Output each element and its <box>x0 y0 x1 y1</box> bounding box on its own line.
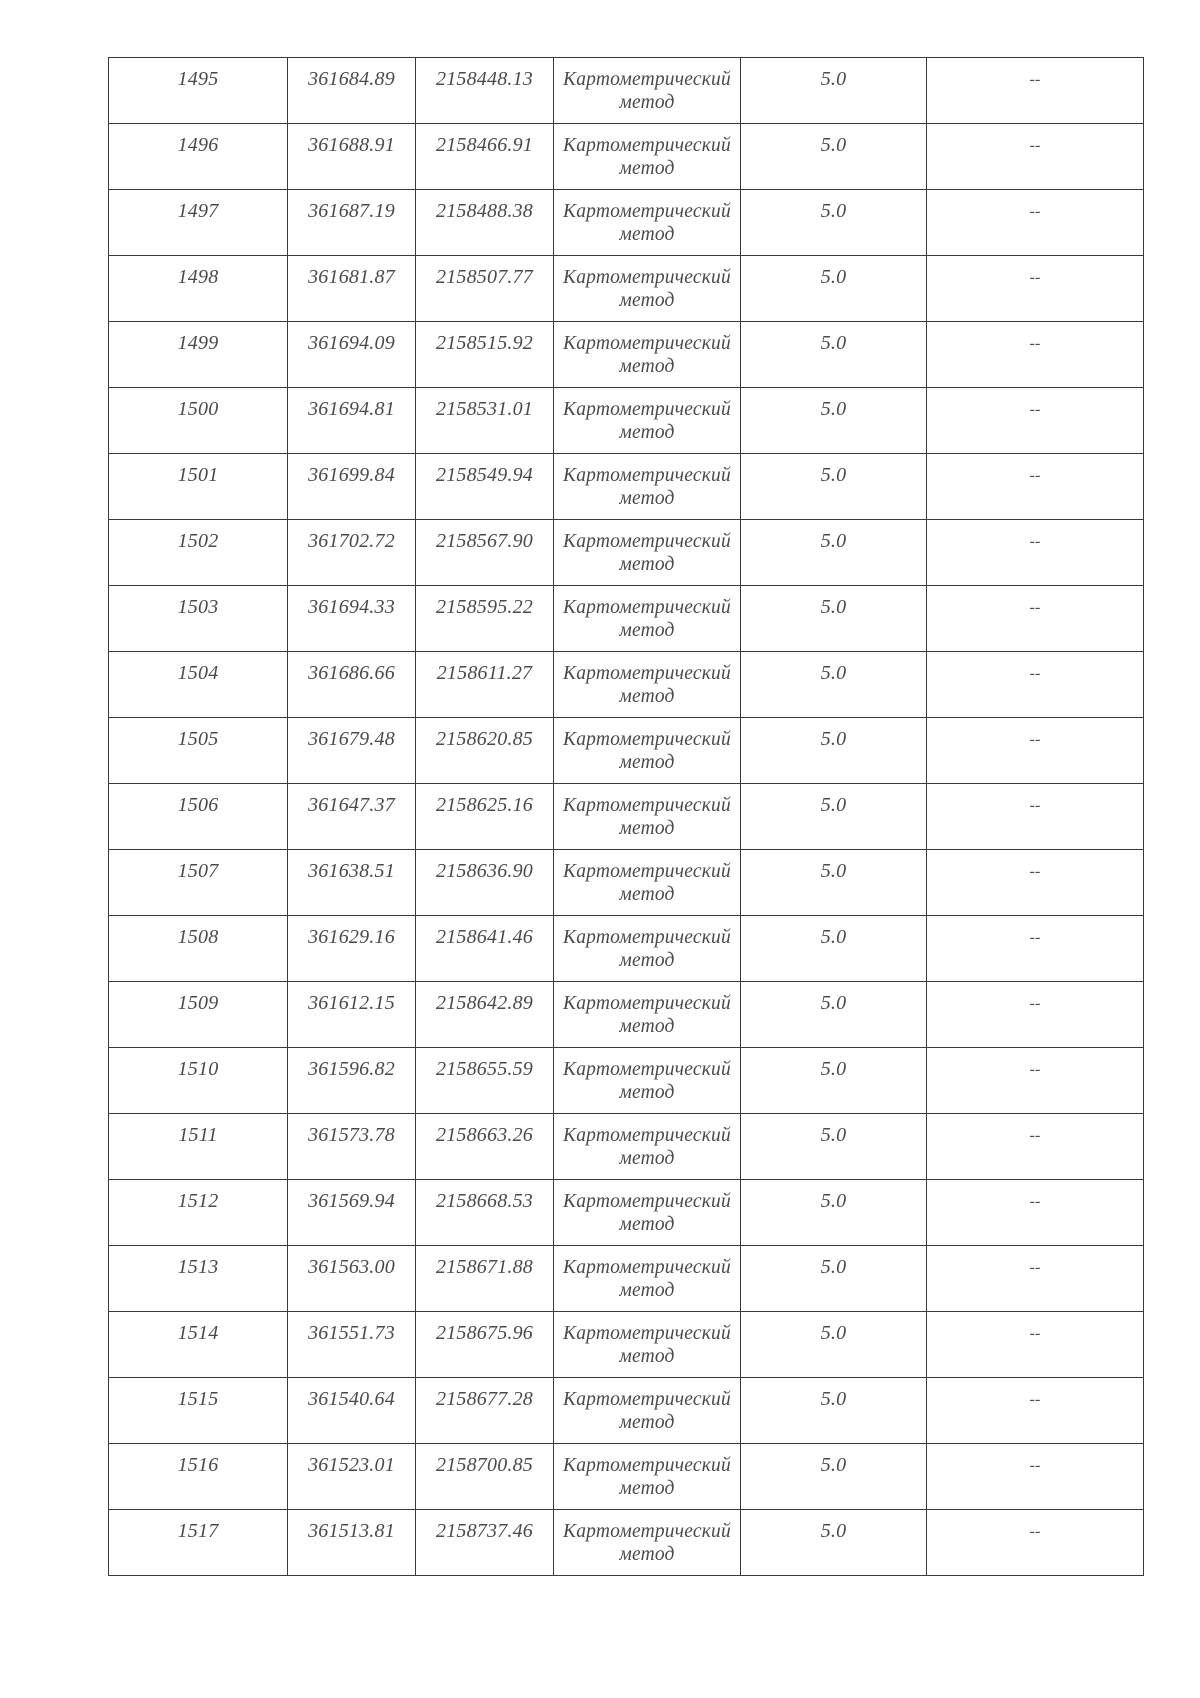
method-line-1: Картометрический <box>563 993 731 1014</box>
x-coordinate-cell: 361523.01 <box>288 1444 416 1510</box>
error-cell: 5.0 <box>741 1048 927 1114</box>
x-coordinate-cell: 361684.89 <box>288 58 416 124</box>
error-cell: 5.0 <box>741 124 927 190</box>
table-row <box>109 1378 1144 1444</box>
x-coordinate-cell: 361699.84 <box>288 454 416 520</box>
table-row <box>109 1444 1144 1510</box>
point-number-cell: 1510 <box>109 1048 288 1114</box>
note-cell: -- <box>927 1180 1144 1246</box>
note-cell: -- <box>927 1312 1144 1378</box>
note-cell: -- <box>927 1246 1144 1312</box>
method-cell <box>554 718 741 784</box>
method-cell <box>554 850 741 916</box>
error-cell: 5.0 <box>741 1510 927 1576</box>
y-coordinate-cell: 2158671.88 <box>416 1246 554 1312</box>
method-line-1: Картометрический <box>563 927 731 948</box>
point-number-cell: 1507 <box>109 850 288 916</box>
error-cell: 5.0 <box>741 520 927 586</box>
method-cell <box>554 586 741 652</box>
method-line-2: метод <box>619 1478 675 1499</box>
note-cell: -- <box>927 916 1144 982</box>
table-row <box>109 388 1144 454</box>
y-coordinate-cell: 2158507.77 <box>416 256 554 322</box>
note-cell: -- <box>927 718 1144 784</box>
x-coordinate-cell: 361551.73 <box>288 1312 416 1378</box>
note-cell: -- <box>927 1048 1144 1114</box>
method-line-2: метод <box>619 818 675 839</box>
point-number-cell: 1513 <box>109 1246 288 1312</box>
point-number-cell: 1502 <box>109 520 288 586</box>
method-line-2: метод <box>619 620 675 641</box>
table-row <box>109 916 1144 982</box>
x-coordinate-cell: 361688.91 <box>288 124 416 190</box>
point-number-cell: 1514 <box>109 1312 288 1378</box>
error-cell: 5.0 <box>741 388 927 454</box>
point-number-cell: 1515 <box>109 1378 288 1444</box>
x-coordinate-cell: 361569.94 <box>288 1180 416 1246</box>
y-coordinate-cell: 2158636.90 <box>416 850 554 916</box>
point-number-cell: 1499 <box>109 322 288 388</box>
x-coordinate-cell: 361694.09 <box>288 322 416 388</box>
method-line-1: Картометрический <box>563 729 731 750</box>
table-row <box>109 718 1144 784</box>
method-cell <box>554 1048 741 1114</box>
method-line-1: Картометрический <box>563 135 731 156</box>
method-line-2: метод <box>619 884 675 905</box>
error-cell: 5.0 <box>741 1180 927 1246</box>
error-cell: 5.0 <box>741 1114 927 1180</box>
point-number-cell: 1511 <box>109 1114 288 1180</box>
y-coordinate-cell: 2158677.28 <box>416 1378 554 1444</box>
note-cell: -- <box>927 1378 1144 1444</box>
method-cell <box>554 190 741 256</box>
method-cell <box>554 58 741 124</box>
point-number-cell: 1500 <box>109 388 288 454</box>
y-coordinate-cell: 2158595.22 <box>416 586 554 652</box>
x-coordinate-cell: 361596.82 <box>288 1048 416 1114</box>
method-line-2: метод <box>619 554 675 575</box>
method-cell <box>554 256 741 322</box>
method-cell <box>554 1510 741 1576</box>
note-cell: -- <box>927 850 1144 916</box>
method-line-1: Картометрический <box>563 1125 731 1146</box>
table-row <box>109 1246 1144 1312</box>
y-coordinate-cell: 2158549.94 <box>416 454 554 520</box>
method-line-2: метод <box>619 1082 675 1103</box>
point-number-cell: 1509 <box>109 982 288 1048</box>
x-coordinate-cell: 361694.81 <box>288 388 416 454</box>
y-coordinate-cell: 2158655.59 <box>416 1048 554 1114</box>
method-line-2: метод <box>619 224 675 245</box>
error-cell: 5.0 <box>741 1444 927 1510</box>
method-line-2: метод <box>619 1544 675 1565</box>
note-cell: -- <box>927 652 1144 718</box>
note-cell: -- <box>927 322 1144 388</box>
point-number-cell: 1498 <box>109 256 288 322</box>
point-number-cell: 1503 <box>109 586 288 652</box>
y-coordinate-cell: 2158488.38 <box>416 190 554 256</box>
table-row <box>109 1048 1144 1114</box>
error-cell: 5.0 <box>741 718 927 784</box>
method-line-1: Картометрический <box>563 1455 731 1476</box>
method-cell <box>554 1312 741 1378</box>
method-cell <box>554 1378 741 1444</box>
method-line-2: метод <box>619 158 675 179</box>
table-row <box>109 520 1144 586</box>
x-coordinate-cell: 361647.37 <box>288 784 416 850</box>
point-number-cell: 1501 <box>109 454 288 520</box>
x-coordinate-cell: 361629.16 <box>288 916 416 982</box>
method-cell <box>554 520 741 586</box>
method-line-2: метод <box>619 1016 675 1037</box>
point-number-cell: 1516 <box>109 1444 288 1510</box>
y-coordinate-cell: 2158515.92 <box>416 322 554 388</box>
table-row <box>109 190 1144 256</box>
point-number-cell: 1504 <box>109 652 288 718</box>
x-coordinate-cell: 361638.51 <box>288 850 416 916</box>
error-cell: 5.0 <box>741 58 927 124</box>
note-cell: -- <box>927 520 1144 586</box>
method-line-1: Картометрический <box>563 1059 731 1080</box>
table-row <box>109 1510 1144 1576</box>
coordinates-table <box>108 57 1144 1576</box>
method-line-1: Картометрический <box>563 663 731 684</box>
x-coordinate-cell: 361563.00 <box>288 1246 416 1312</box>
note-cell: -- <box>927 190 1144 256</box>
y-coordinate-cell: 2158620.85 <box>416 718 554 784</box>
note-cell: -- <box>927 388 1144 454</box>
error-cell: 5.0 <box>741 652 927 718</box>
method-line-1: Картометрический <box>563 1191 731 1212</box>
method-cell <box>554 124 741 190</box>
note-cell: -- <box>927 256 1144 322</box>
error-cell: 5.0 <box>741 916 927 982</box>
method-cell <box>554 388 741 454</box>
error-cell: 5.0 <box>741 850 927 916</box>
table-row <box>109 1312 1144 1378</box>
table-row <box>109 850 1144 916</box>
method-line-2: метод <box>619 290 675 311</box>
y-coordinate-cell: 2158625.16 <box>416 784 554 850</box>
note-cell: -- <box>927 58 1144 124</box>
method-line-1: Картометрический <box>563 597 731 618</box>
method-cell <box>554 982 741 1048</box>
error-cell: 5.0 <box>741 586 927 652</box>
table-row <box>109 652 1144 718</box>
note-cell: -- <box>927 1510 1144 1576</box>
method-line-1: Картометрический <box>563 861 731 882</box>
note-cell: -- <box>927 124 1144 190</box>
table-row <box>109 58 1144 124</box>
method-line-1: Картометрический <box>563 795 731 816</box>
method-cell <box>554 916 741 982</box>
x-coordinate-cell: 361687.19 <box>288 190 416 256</box>
method-cell <box>554 322 741 388</box>
method-line-2: метод <box>619 488 675 509</box>
y-coordinate-cell: 2158642.89 <box>416 982 554 1048</box>
method-cell <box>554 1180 741 1246</box>
table-row <box>109 982 1144 1048</box>
note-cell: -- <box>927 982 1144 1048</box>
method-line-1: Картометрический <box>563 69 731 90</box>
method-line-1: Картометрический <box>563 465 731 486</box>
table-row <box>109 256 1144 322</box>
y-coordinate-cell: 2158448.13 <box>416 58 554 124</box>
method-line-2: метод <box>619 686 675 707</box>
method-line-2: метод <box>619 356 675 377</box>
method-line-1: Картометрический <box>563 201 731 222</box>
method-line-1: Картометрический <box>563 267 731 288</box>
note-cell: -- <box>927 454 1144 520</box>
method-line-2: метод <box>619 1346 675 1367</box>
note-cell: -- <box>927 1444 1144 1510</box>
x-coordinate-cell: 361686.66 <box>288 652 416 718</box>
y-coordinate-cell: 2158700.85 <box>416 1444 554 1510</box>
x-coordinate-cell: 361612.15 <box>288 982 416 1048</box>
method-line-2: метод <box>619 950 675 971</box>
x-coordinate-cell: 361573.78 <box>288 1114 416 1180</box>
method-cell <box>554 454 741 520</box>
table-row <box>109 322 1144 388</box>
table-row <box>109 1180 1144 1246</box>
point-number-cell: 1512 <box>109 1180 288 1246</box>
x-coordinate-cell: 361694.33 <box>288 586 416 652</box>
method-line-2: метод <box>619 1280 675 1301</box>
error-cell: 5.0 <box>741 784 927 850</box>
x-coordinate-cell: 361540.64 <box>288 1378 416 1444</box>
y-coordinate-cell: 2158668.53 <box>416 1180 554 1246</box>
x-coordinate-cell: 361681.87 <box>288 256 416 322</box>
coordinates-table-body <box>109 58 1144 1576</box>
y-coordinate-cell: 2158663.26 <box>416 1114 554 1180</box>
method-cell <box>554 784 741 850</box>
point-number-cell: 1505 <box>109 718 288 784</box>
y-coordinate-cell: 2158641.46 <box>416 916 554 982</box>
method-line-1: Картометрический <box>563 1389 731 1410</box>
error-cell: 5.0 <box>741 322 927 388</box>
note-cell: -- <box>927 1114 1144 1180</box>
error-cell: 5.0 <box>741 1312 927 1378</box>
table-row <box>109 784 1144 850</box>
error-cell: 5.0 <box>741 982 927 1048</box>
table-row <box>109 124 1144 190</box>
method-cell <box>554 1444 741 1510</box>
y-coordinate-cell: 2158611.27 <box>416 652 554 718</box>
method-line-2: метод <box>619 1412 675 1433</box>
method-line-2: метод <box>619 422 675 443</box>
x-coordinate-cell: 361702.72 <box>288 520 416 586</box>
table-row <box>109 1114 1144 1180</box>
method-line-2: метод <box>619 752 675 773</box>
x-coordinate-cell: 361679.48 <box>288 718 416 784</box>
point-number-cell: 1508 <box>109 916 288 982</box>
error-cell: 5.0 <box>741 256 927 322</box>
y-coordinate-cell: 2158675.96 <box>416 1312 554 1378</box>
point-number-cell: 1506 <box>109 784 288 850</box>
note-cell: -- <box>927 586 1144 652</box>
error-cell: 5.0 <box>741 454 927 520</box>
y-coordinate-cell: 2158567.90 <box>416 520 554 586</box>
method-cell <box>554 1114 741 1180</box>
method-line-1: Картометрический <box>563 399 731 420</box>
error-cell: 5.0 <box>741 1378 927 1444</box>
y-coordinate-cell: 2158466.91 <box>416 124 554 190</box>
error-cell: 5.0 <box>741 190 927 256</box>
point-number-cell: 1517 <box>109 1510 288 1576</box>
x-coordinate-cell: 361513.81 <box>288 1510 416 1576</box>
method-line-1: Картометрический <box>563 1257 731 1278</box>
point-number-cell: 1496 <box>109 124 288 190</box>
method-line-2: метод <box>619 1214 675 1235</box>
table-row <box>109 454 1144 520</box>
method-line-2: метод <box>619 1148 675 1169</box>
method-line-1: Картометрический <box>563 333 731 354</box>
method-line-1: Картометрический <box>563 531 731 552</box>
method-line-1: Картометрический <box>563 1323 731 1344</box>
method-cell <box>554 1246 741 1312</box>
y-coordinate-cell: 2158737.46 <box>416 1510 554 1576</box>
method-line-1: Картометрический <box>563 1521 731 1542</box>
table-row <box>109 586 1144 652</box>
method-cell <box>554 652 741 718</box>
point-number-cell: 1495 <box>109 58 288 124</box>
point-number-cell: 1497 <box>109 190 288 256</box>
method-line-2: метод <box>619 92 675 113</box>
y-coordinate-cell: 2158531.01 <box>416 388 554 454</box>
note-cell: -- <box>927 784 1144 850</box>
error-cell: 5.0 <box>741 1246 927 1312</box>
